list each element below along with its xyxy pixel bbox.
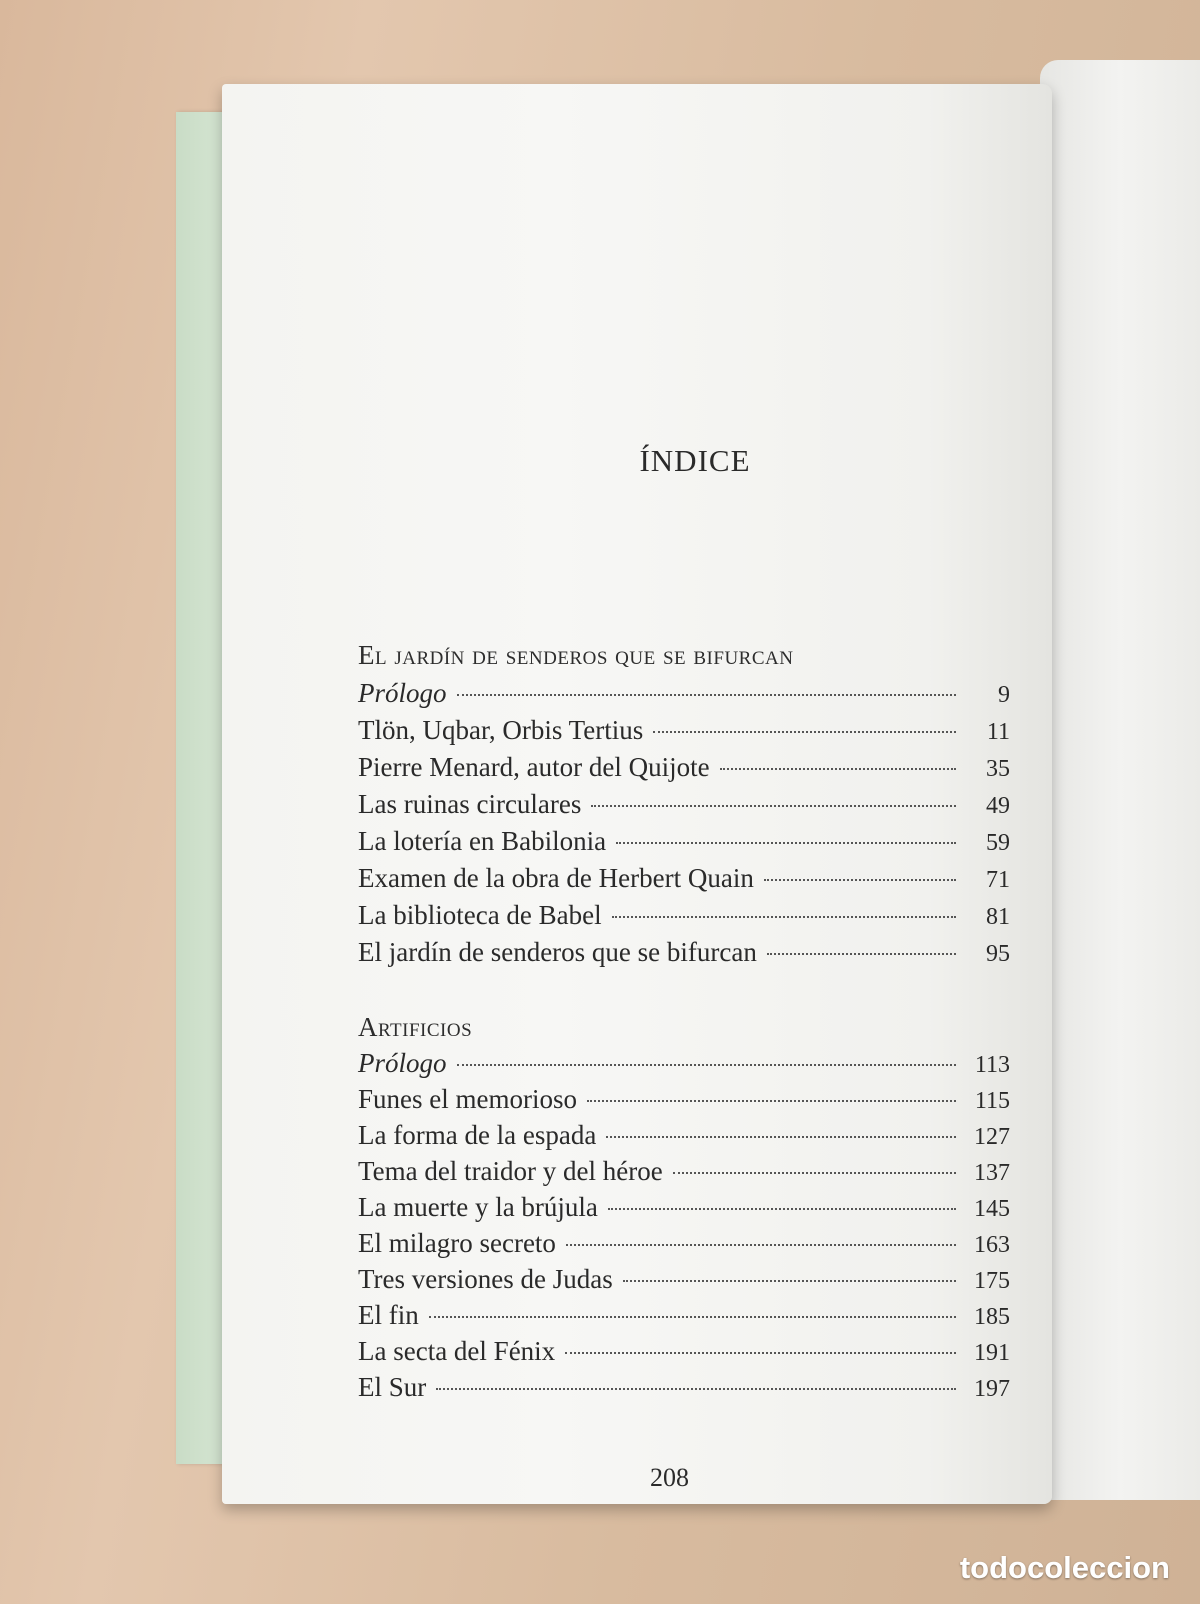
toc-entry [358,678,1010,712]
toc-entry [358,900,1010,934]
toc-entry [358,1084,1010,1118]
toc-entry-page: 49 [986,793,1010,819]
toc-entry-page: 127 [974,1124,1010,1150]
section-heading: Artificios [358,1012,473,1042]
dot-leader [429,1316,956,1318]
toc-entry-label: La secta del Fénix [358,1336,556,1366]
toc-entry-label: La forma de la espada [358,1120,597,1150]
toc-entry-label: El fin [358,1300,419,1330]
toc-entry-page: 115 [974,1088,1010,1114]
toc-entry-label: La lotería en Babilonia [358,826,607,856]
dot-leader [720,768,956,770]
dot-leader [457,1064,956,1066]
toc-entry-page: 163 [974,1232,1010,1258]
dot-leader [436,1388,956,1390]
toc-entry-page: 9 [998,682,1010,708]
page-number: 208 [650,1463,689,1492]
toc-entry [358,1192,1010,1226]
toc-entry-page: 191 [974,1340,1010,1366]
toc-entry [358,863,1010,897]
toc-entry-page: 11 [986,719,1010,745]
toc-entry-page: 175 [974,1268,1010,1294]
toc-entry-label: Prólogo [358,1048,447,1078]
dot-leader [767,953,956,955]
dot-leader [764,879,956,881]
dot-leader [565,1352,956,1354]
toc-entry-label: El milagro secreto [358,1228,556,1258]
toc-entry [358,937,1010,971]
toc-entry-label: La muerte y la brújula [358,1192,598,1222]
toc-entry-page: 185 [974,1304,1010,1330]
toc-entry-label: Pierre Menard, autor del Quijote [358,752,710,782]
dot-leader [591,805,956,807]
right-page-edge [1040,60,1200,1500]
watermark: todocoleccion [959,1550,1170,1585]
toc-entry-page: 35 [986,756,1010,782]
toc-entry-label: El Sur [358,1372,427,1402]
toc-entry [358,1048,1010,1082]
toc-entry-label: Prólogo [358,678,447,708]
toc-entry [358,1300,1010,1334]
dot-leader [608,1208,956,1210]
toc-entry-label: Funes el memorioso [358,1084,577,1114]
toc-entry-label: Tlön, Uqbar, Orbis Tertius [358,715,644,745]
toc-entry [358,826,1010,860]
dot-leader [673,1172,956,1174]
toc-entry [358,1264,1010,1298]
toc-entry [358,1372,1010,1406]
dot-leader [653,731,956,733]
toc-entry-page: 81 [986,904,1010,930]
dot-leader [566,1244,956,1246]
dot-leader [623,1280,956,1282]
toc-entry-label: El jardín de senderos que se bifurcan [358,937,757,967]
toc-entry [358,1120,1010,1154]
section-heading: El jardín de senderos que se bifurcan [358,640,794,670]
toc-entry-label: Tema del traidor y del héroe [358,1156,663,1186]
toc-entry-label: Tres versiones de Judas [358,1264,613,1294]
toc-entry [358,1156,1010,1190]
dot-leader [457,694,956,696]
dot-leader [606,1136,956,1138]
toc-entry-page: 95 [986,941,1010,967]
dot-leader [616,842,956,844]
toc-entry-label: La biblioteca de Babel [358,900,602,930]
toc-entry-page: 145 [974,1196,1010,1222]
toc-entry-label: Las ruinas circulares [358,789,582,819]
toc-entry-page: 71 [986,867,1010,893]
dot-leader [587,1100,956,1102]
toc-entry-page: 59 [986,830,1010,856]
toc-entry [358,752,1010,786]
dot-leader [612,916,956,918]
toc-entry-page: 113 [974,1052,1010,1078]
toc-entry-page: 137 [974,1160,1010,1186]
toc-entry-label: Examen de la obra de Herbert Quain [358,863,754,893]
page-title: ÍNDICE [639,443,751,478]
toc-entry [358,715,1010,749]
toc-entry-page: 197 [974,1376,1010,1402]
toc-entry [358,789,1010,823]
toc-entry [358,1228,1010,1262]
toc-entry [358,1336,1010,1370]
